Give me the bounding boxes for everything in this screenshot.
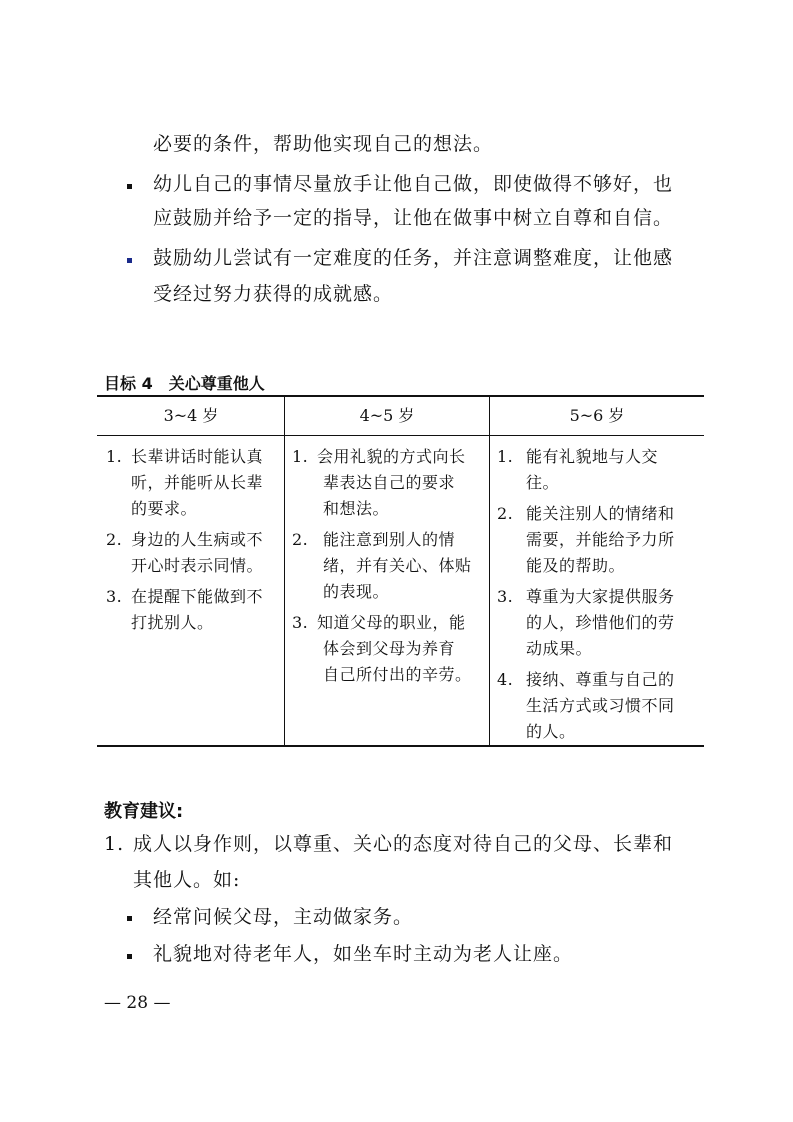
list-item-text: 自己所付出的辛劳。: [323, 665, 472, 684]
list-item-text: 生活方式或习惯不同: [526, 696, 675, 715]
list-item-number: 3.: [106, 587, 123, 606]
goal-title: 目标 4 关心尊重他人: [104, 374, 265, 393]
list-item-text: 知道父母的职业，能: [317, 613, 466, 632]
list-item-text: 在提醒下能做到不: [131, 587, 264, 606]
list-item-text: 会用礼貌的方式向长: [317, 447, 466, 466]
table-column-divider: [284, 396, 285, 746]
list-item-text: 体会到父母为养育: [323, 639, 456, 658]
list-item-number: 4.: [497, 670, 514, 689]
list-item-text: 能有礼貌地与人交: [526, 447, 659, 466]
list-item-number: 2.: [497, 504, 514, 523]
intro-bullet-1-line-2: 应鼓励并给予一定的指导，让他在做事中树立自尊和自信。: [153, 207, 674, 229]
advice-heading: 教育建议:: [104, 801, 184, 822]
intro-bullet-1-line-1: 幼儿自己的事情尽量放手让他自己做，即使做得不够好，也: [153, 173, 674, 195]
list-item-number: 2.: [292, 530, 309, 549]
bullet-square-icon: [127, 258, 132, 263]
advice-bullet-1: 经常问候父母，主动做家务。: [153, 906, 414, 928]
list-item-text: 的要求。: [131, 499, 198, 518]
list-item-number: 1.: [106, 447, 123, 466]
list-item-text: 和想法。: [323, 499, 390, 518]
advice-bullet-2: 礼貌地对待老年人，如坐车时主动为老人让座。: [153, 943, 574, 965]
list-item-text: 身边的人生病或不: [131, 530, 264, 549]
table-top-rule: [97, 395, 704, 397]
list-item-text: 辈表达自己的要求: [323, 473, 456, 492]
table-column-divider: [489, 396, 490, 746]
list-item-number: 3.: [497, 587, 514, 606]
list-item-number: 1.: [497, 447, 514, 466]
list-item-text: 长辈讲话时能认真: [131, 447, 264, 466]
list-item-number: 2.: [106, 530, 123, 549]
bullet-square-icon: [127, 916, 132, 921]
bullet-square-icon: [127, 184, 132, 189]
list-item-text: 听，并能听从长辈: [131, 473, 264, 492]
advice-item-number: 1.: [104, 833, 125, 855]
list-item-text: 能及的帮助。: [526, 556, 626, 575]
column-header-3-4: 3~4 岁: [163, 406, 219, 425]
list-item-text: 尊重为大家提供服务: [526, 587, 675, 606]
column-header-5-6: 5~6 岁: [569, 406, 625, 425]
list-item-text: 能注意到别人的情: [323, 530, 456, 549]
intro-line: 必要的条件，帮助他实现自己的想法。: [153, 133, 494, 155]
list-item-text: 往。: [526, 473, 560, 492]
list-item-text: 开心时表示同情。: [131, 556, 264, 575]
list-item-text: 动成果。: [526, 639, 593, 658]
list-item-text: 的人，珍惜他们的劳: [526, 613, 675, 632]
list-item-text: 打扰别人。: [131, 613, 214, 632]
table-bottom-rule: [97, 745, 704, 747]
list-item-text: 绪，并有关心、体贴: [323, 556, 472, 575]
list-item-text: 接纳、尊重与自己的: [526, 670, 675, 689]
bullet-square-icon: [127, 954, 132, 959]
table-header-rule: [97, 435, 704, 436]
intro-bullet-2-line-1: 鼓励幼儿尝试有一定难度的任务，并注意调整难度，让他感: [153, 247, 674, 269]
list-item-text: 需要，并能给予力所: [526, 530, 675, 549]
list-item-number: 3.: [292, 613, 309, 632]
list-item-text: 能关注别人的情绪和: [526, 504, 675, 523]
page-number: — 28 —: [104, 993, 171, 1013]
list-item-number: 1.: [292, 447, 309, 466]
list-item-text: 的人。: [526, 722, 576, 741]
list-item-text: 的表现。: [323, 582, 390, 601]
column-header-4-5: 4~5 岁: [359, 406, 415, 425]
intro-bullet-2-line-2: 受经过努力获得的成就感。: [153, 283, 394, 305]
advice-item-line-1: 成人以身作则，以尊重、关心的态度对待自己的父母、长辈和: [133, 833, 674, 855]
advice-item-line-2: 其他人。如:: [133, 869, 241, 891]
